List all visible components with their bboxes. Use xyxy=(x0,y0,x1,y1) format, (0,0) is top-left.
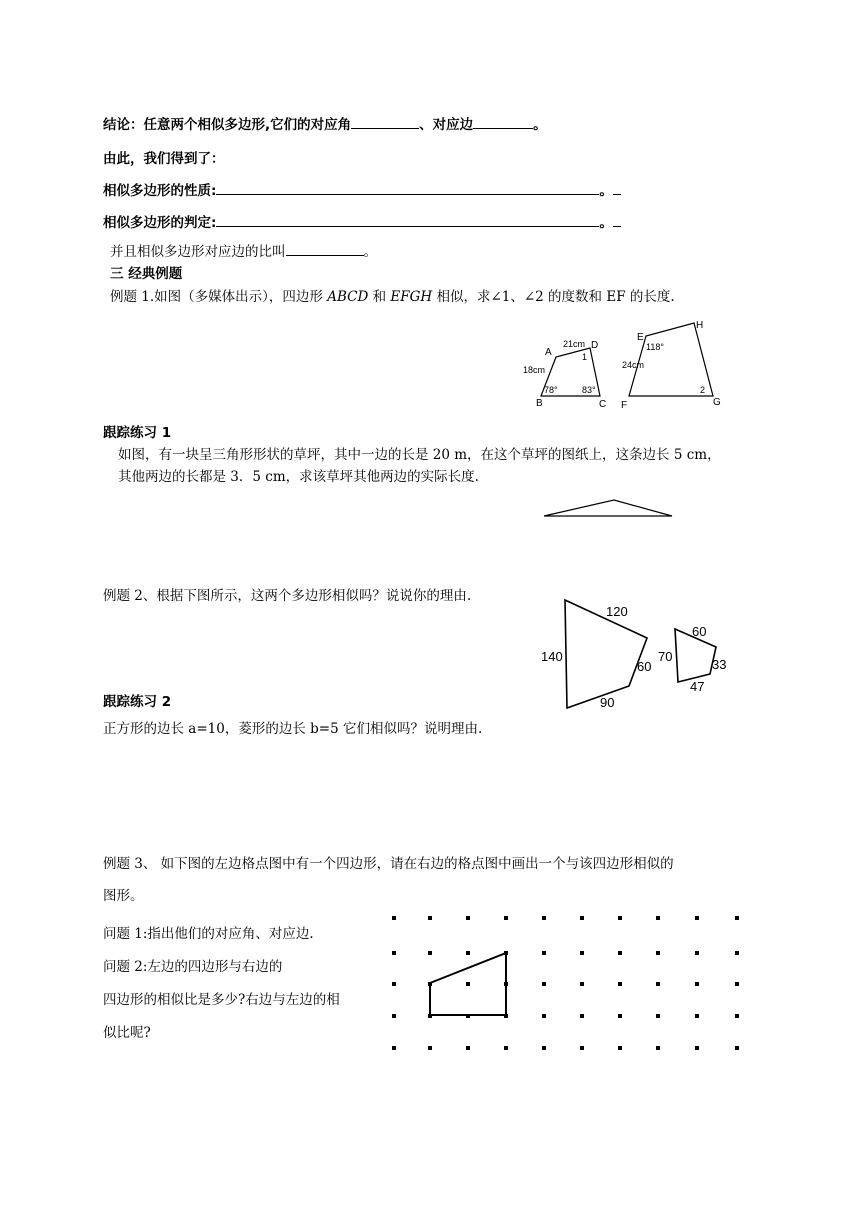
grid-dot xyxy=(542,916,546,920)
property-label: 相似多边形的性质: xyxy=(103,183,217,199)
grid-dot xyxy=(580,982,584,986)
practice2-title: 跟踪练习 2 xyxy=(103,694,172,710)
grid-dot xyxy=(695,916,699,920)
grid-dot xyxy=(695,1014,699,1018)
label-ef-length: 24cm xyxy=(622,360,645,370)
label-small-top: 60 xyxy=(692,624,707,639)
grid-dot xyxy=(580,916,584,920)
grid-dot xyxy=(618,916,622,920)
label-large-bottom: 90 xyxy=(600,695,615,710)
grid-dot xyxy=(542,1046,546,1050)
label-small-left: 70 xyxy=(658,649,673,664)
label-c: C xyxy=(599,399,607,410)
practice1-title: 跟踪练习 1 xyxy=(103,425,172,441)
grid-dot xyxy=(504,1046,508,1050)
grid-dot xyxy=(618,982,622,986)
example1-prefix: 例题 1.如图（多媒体出示），四边形 xyxy=(110,289,328,305)
grid-dot xyxy=(618,1046,622,1050)
grid-dot xyxy=(735,982,739,986)
grid-dot xyxy=(392,951,396,955)
label-angle-1: 1 xyxy=(582,352,588,362)
grid-dot xyxy=(695,951,699,955)
grid-dot xyxy=(656,1046,660,1050)
question-1: 问题 1:指出他们的对应角、对应边. xyxy=(103,926,314,942)
grid-dot xyxy=(466,951,470,955)
grid-dot xyxy=(735,1046,739,1050)
label-large-right: 60 xyxy=(637,659,652,674)
grid-dot xyxy=(542,982,546,986)
grid-dot xyxy=(656,1014,660,1018)
label-ad-length: 21cm xyxy=(563,339,586,349)
label-f: F xyxy=(621,400,628,411)
label-e: E xyxy=(637,332,644,343)
grid-dot xyxy=(466,982,470,986)
grid-dot xyxy=(580,1046,584,1050)
grid-dot xyxy=(618,1014,622,1018)
grid-dot xyxy=(580,1014,584,1018)
quad-efgh-name: EFGH xyxy=(390,289,433,305)
grid-dot xyxy=(542,1014,546,1018)
grid-dot xyxy=(392,916,396,920)
label-h: H xyxy=(696,320,704,331)
label-b: B xyxy=(536,398,543,409)
grid-dot xyxy=(428,951,432,955)
grid-dot xyxy=(618,951,622,955)
question-2-line3: 似比呢? xyxy=(103,1025,151,1041)
ratio-end: 。 xyxy=(363,244,377,260)
conclusion-end: 。 xyxy=(533,117,547,133)
grid-dot xyxy=(656,951,660,955)
grid-dot xyxy=(656,916,660,920)
criterion-end: 。 xyxy=(599,215,613,231)
label-large-left: 140 xyxy=(541,649,563,664)
question-2-line1: 问题 2:左边的四边形与右边的 xyxy=(103,959,283,975)
example2-text: 例题 2、根据下图所示，这两个多边形相似吗？说说你的理由. xyxy=(103,588,472,604)
property-end: 。 xyxy=(599,183,613,199)
grid-dot xyxy=(695,1046,699,1050)
grid-dot xyxy=(466,1046,470,1050)
dot-grid xyxy=(392,916,739,1050)
grid-dot xyxy=(695,982,699,986)
label-angle-2: 2 xyxy=(700,385,706,395)
label-angle-c: 83° xyxy=(582,385,596,395)
label-ab-length: 18cm xyxy=(523,365,546,375)
conclusion-mid: 、对应边 xyxy=(419,117,474,133)
grid-dot xyxy=(542,951,546,955)
label-d: D xyxy=(591,340,599,351)
grid-dot xyxy=(735,916,739,920)
label-g: G xyxy=(713,397,721,408)
label-angle-e: 118° xyxy=(646,342,664,352)
practice2-text: 正方形的边长 a=10，菱形的边长 b=5 它们相似吗？说明理由. xyxy=(103,721,483,737)
example3-line1: 例题 3、 如下图的左边格点图中有一个四边形，请在右边的格点图中画出一个与该四边形相似的 xyxy=(103,856,674,872)
grid-dot xyxy=(428,916,432,920)
example1-and: 和 xyxy=(368,289,391,305)
section-title: 三 经典例题 xyxy=(110,266,183,282)
label-small-right: 33 xyxy=(712,657,727,672)
lawn-triangle xyxy=(544,500,672,516)
criterion-label: 相似多边形的判定: xyxy=(103,215,217,231)
grid-dot xyxy=(735,951,739,955)
grid-dot xyxy=(466,916,470,920)
conclusion-prefix: 结论：任意两个相似多边形,它们的对应角 xyxy=(103,117,352,133)
practice1-line2: 其他两边的长都是 3．5 cm，求该草坪其他两边的实际长度. xyxy=(118,469,479,485)
grid-dot xyxy=(580,951,584,955)
example1-suffix: 相似，求∠1、∠2 的度数和 EF 的长度. xyxy=(432,289,675,305)
grid-dot xyxy=(392,1046,396,1050)
label-angle-b: 78° xyxy=(544,385,558,395)
grid-dot xyxy=(504,916,508,920)
grid-dot xyxy=(428,1046,432,1050)
grid-dot xyxy=(735,1014,739,1018)
thus-line: 由此，我们得到了： xyxy=(103,151,225,167)
grid-dot xyxy=(392,982,396,986)
practice1-line1: 如图，有一块呈三角形形状的草坪，其中一边的长是 20 m，在这个草坪的图纸上，这条边长 5 cm， xyxy=(118,447,721,463)
question-2-line2: 四边形的相似比是多少?右边与左边的相 xyxy=(103,992,340,1008)
label-small-bottom: 47 xyxy=(690,679,705,694)
label-large-top: 120 xyxy=(606,604,628,619)
label-a: A xyxy=(545,347,552,358)
grid-dot xyxy=(656,982,660,986)
grid-dot xyxy=(392,1014,396,1018)
example3-line2: 图形。 xyxy=(103,888,144,904)
ratio-prefix: 并且相似多边形对应边的比叫 xyxy=(110,244,286,260)
quad-abcd-name: ABCD xyxy=(327,289,369,305)
